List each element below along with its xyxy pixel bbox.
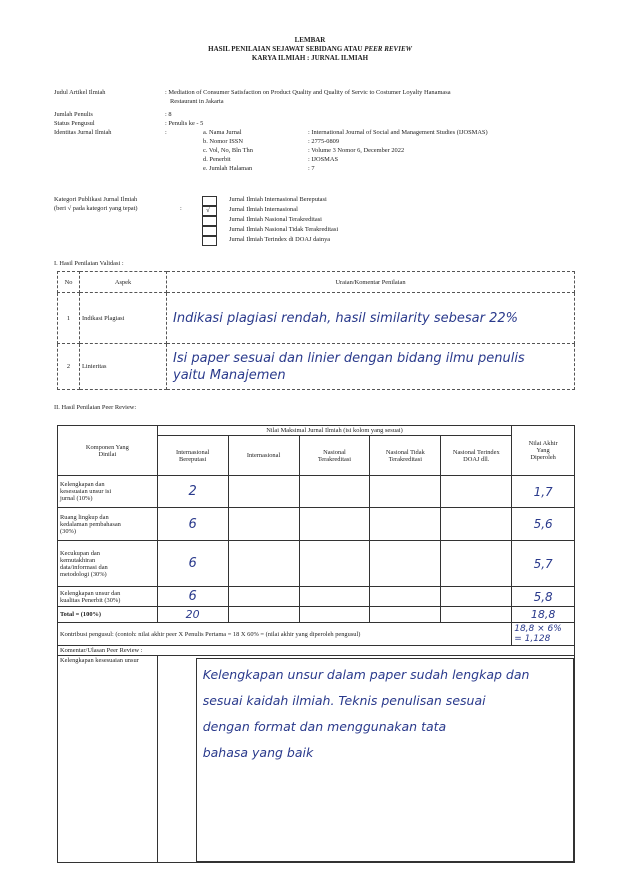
journal-value-nama: : International Journal of Social and Management Studies (IJOSMAS) xyxy=(308,129,488,136)
peer-head-akhir-1: Nilai Akhir xyxy=(528,440,558,447)
doc-title-karya: KARYA ILMIAH : JURNAL ILMIAH xyxy=(251,54,369,62)
peer-head-akhir xyxy=(512,426,575,476)
peer-cell-empty xyxy=(299,541,370,587)
peer-cell-empty xyxy=(228,587,299,607)
peer-komentar-row-label-text: Kelengkapan kesesuaian unsur xyxy=(60,657,139,664)
journal-value-vol: : Volume 3 Nomor 6, December 2022 xyxy=(308,147,405,154)
peer-cell-empty xyxy=(299,607,370,623)
peer-akhir-4 xyxy=(512,587,575,607)
peer-subhead-5-a: Nasional Terindex xyxy=(452,448,500,456)
peer-akhir-3 xyxy=(512,541,575,587)
peer-review-table xyxy=(57,425,575,863)
peer-komponen-2-c: (30%) xyxy=(60,527,76,535)
peer-total-akhir xyxy=(512,607,575,623)
kategori-option-4: Jurnal Ilmiah Nasional Tidak Terakreditasi xyxy=(229,226,339,233)
doc-title-peer-review: PEER REVIEW xyxy=(364,45,412,53)
peer-komentar-label xyxy=(58,646,575,656)
peer-komponen-1-b: kesesuaian unsur isi xyxy=(60,488,112,495)
peer-komponen-2 xyxy=(58,508,158,541)
peer-max-3 xyxy=(157,541,228,587)
peer-subhead-3-a: Nasional xyxy=(323,448,346,456)
peer-subhead-3 xyxy=(299,436,370,476)
validasi-table xyxy=(57,271,575,390)
peer-akhir-1 xyxy=(512,476,575,508)
peer-subhead-4-b: Terakreditasi xyxy=(388,455,422,463)
peer-subhead-2-a: Internasional xyxy=(246,452,281,459)
journal-label-vol: c. Vol, No, Bln Thn xyxy=(203,147,253,154)
peer-akhir-1-value: 1,7 xyxy=(533,484,553,499)
peer-cell-empty xyxy=(299,508,370,541)
kategori-hint: (beri √ pada kategori yang tepat) xyxy=(54,205,138,212)
section-validasi-title: I. Hasil Penilaian Validasi : xyxy=(54,260,124,267)
peer-cell-empty xyxy=(370,541,441,587)
peer-subhead-1-a: Internasional xyxy=(175,448,210,456)
validasi-head-aspek: Aspek xyxy=(80,272,167,293)
peer-akhir-3-value: 5,7 xyxy=(533,556,553,571)
journal-label-issn: b. Nomor ISSN xyxy=(203,138,243,145)
doc-title-lembar: LEMBAR xyxy=(294,36,326,44)
peer-head-komponen-2: Dinilai xyxy=(98,450,117,458)
peer-kontribusi: Kontribusi pengusul: (contoh: nilai akhir peer X Penulis Pertama = 18 X 60% = (nilai akhir yang diperoleh pengusul) xyxy=(58,623,512,646)
peer-komponen-1-c: jurnal (10%) xyxy=(60,495,93,502)
jumlah-penulis-label: Jumlah Penulis xyxy=(54,111,93,118)
peer-komponen-1 xyxy=(58,476,158,508)
peer-subhead-2 xyxy=(228,436,299,476)
kategori-option-1: Jurnal Ilmiah Internasional Bereputasi xyxy=(229,196,327,203)
peer-total-max xyxy=(157,607,228,623)
kategori-colon: : xyxy=(180,205,182,212)
peer-komponen-4-b: kualitas Penerbit (30%) xyxy=(60,596,121,604)
doc-title-hasil-text: HASIL PENILAIAN SEJAWAT SEBIDANG ATAU xyxy=(208,45,365,53)
peer-subhead-1 xyxy=(157,436,228,476)
validasi-komentar-1 xyxy=(167,293,575,344)
peer-komentar-line-1: Kelengkapan unsur dalam paper sudah lengkap dan xyxy=(202,667,530,682)
validasi-no-2: 2 xyxy=(58,344,80,390)
peer-head-komponen-1: Komponen Yang xyxy=(85,443,129,451)
peer-subhead-1-b: Bereputasi xyxy=(178,455,207,463)
peer-cell-empty xyxy=(370,476,441,508)
peer-komponen-3-a: Kecukupan dan xyxy=(60,549,100,557)
peer-cell-empty xyxy=(441,607,512,623)
journal-value-penerbit: : IJOSMAS xyxy=(308,156,339,163)
table-row xyxy=(58,476,575,508)
peer-cell-empty xyxy=(228,508,299,541)
validasi-aspek-2: Linieritas xyxy=(80,344,167,390)
peer-kontribusi-cell xyxy=(512,623,575,646)
peer-komponen-3 xyxy=(58,541,158,587)
status-pengusul-value: : Penulis ke - 5 xyxy=(165,120,204,127)
table-row xyxy=(58,541,575,587)
judul-value-2: Restaurant in Jakarta xyxy=(170,98,224,105)
peer-cell-empty xyxy=(370,607,441,623)
peer-subhead-5 xyxy=(441,436,512,476)
journal-label-halaman: e. Jumlah Halaman xyxy=(203,165,253,172)
doc-title-hasil xyxy=(0,45,620,53)
peer-komponen-2-b: kedalaman pembahasan xyxy=(60,520,121,528)
kategori-checkbox-2[interactable] xyxy=(202,206,217,216)
table-row xyxy=(58,344,575,390)
kategori-checkbox-4[interactable] xyxy=(202,226,217,236)
peer-max-4 xyxy=(157,587,228,607)
peer-max-1 xyxy=(157,476,228,508)
peer-komentar-box xyxy=(196,658,574,862)
peer-komponen-2-a: Ruang lingkup dan xyxy=(60,513,109,521)
validasi-no-1: 1 xyxy=(58,293,80,344)
table-row xyxy=(58,508,575,541)
validasi-head-no: No xyxy=(58,272,80,293)
peer-cell-empty xyxy=(299,476,370,508)
peer-cell-empty xyxy=(228,541,299,587)
journal-value-halaman: : 7 xyxy=(308,165,315,172)
kategori-option-3: Jurnal Ilmiah Nasional Terakreditasi xyxy=(229,216,322,223)
status-pengusul-label: Status Pengusul xyxy=(54,120,95,127)
table-row xyxy=(58,607,575,623)
validasi-aspek-1: Indikasi Plagiasi xyxy=(80,293,167,344)
kategori-checkbox-1[interactable] xyxy=(202,196,217,206)
peer-komponen-3-b: kemutakhiran xyxy=(60,556,96,564)
peer-cell-empty xyxy=(370,508,441,541)
peer-subhead-5-b: DOAJ dll. xyxy=(463,455,490,463)
journal-label-nama: a. Nama Jurnal xyxy=(203,129,242,136)
peer-subhead-3-b: Terakreditasi xyxy=(317,455,352,463)
peer-akhir-2 xyxy=(512,508,575,541)
peer-cell-empty xyxy=(441,587,512,607)
peer-akhir-4-value: 5,8 xyxy=(533,589,553,604)
peer-total-max-value: 20 xyxy=(185,608,200,621)
kategori-checkbox-5[interactable] xyxy=(202,236,217,246)
peer-head-nilai-max: Nilai Maksimal Jurnal Ilmiah (isi kolom yang sesuai) xyxy=(157,426,512,436)
validasi-komentar-2-line2: yaitu Manajemen xyxy=(173,367,286,383)
peer-head-akhir-3: Diperoleh xyxy=(530,454,556,461)
peer-kontribusi-value: 18,8 × 6% = 1,128 xyxy=(514,624,562,644)
peer-max-1-value: 2 xyxy=(188,484,197,499)
peer-head-akhir-2: Yang xyxy=(536,447,550,454)
kategori-option-2: Jurnal Ilmiah Internasional xyxy=(229,206,298,213)
peer-cell-empty xyxy=(441,508,512,541)
peer-subhead-4-a: Nasional Tidak xyxy=(385,448,425,456)
validasi-komentar-2-line1: Isi paper sesuai dan linier dengan bidang ilmu penulis xyxy=(173,350,525,366)
journal-label-penerbit: d. Penerbit xyxy=(203,156,231,163)
table-row xyxy=(58,587,575,607)
peer-max-2-value: 6 xyxy=(188,516,197,532)
kategori-label: Kategori Publikasi Jurnal Ilmiah xyxy=(54,196,138,203)
peer-komentar-line-2: sesuai kaidah ilmiah. Teknis penulisan sesuai xyxy=(202,693,486,708)
journal-value-issn: : 2775-0809 xyxy=(308,138,340,145)
identitas-colon: : xyxy=(165,129,167,136)
peer-komentar-line-4: bahasa yang baik xyxy=(202,745,314,760)
peer-head-komponen xyxy=(58,426,158,476)
peer-cell-empty xyxy=(299,587,370,607)
identitas-label: Identitas Jurnal Ilmiah xyxy=(54,129,112,136)
peer-komentar-line-3: dengan format dan menggunakan tata xyxy=(202,719,447,734)
judul-value-1: : Mediation of Consumer Satisfaction on Product Quality and Quality of Servic to Costumer Loyalty Hanamasa xyxy=(165,89,451,96)
validasi-komentar-1-text: Indikasi plagiasi rendah, hasil similarity sebesar 22% xyxy=(173,310,519,326)
peer-cell-empty xyxy=(370,587,441,607)
peer-total-akhir-value: 18,8 xyxy=(530,608,556,621)
validasi-head-uraian: Uraian/Komentar Penilaian xyxy=(167,272,575,293)
check-mark-icon: √ xyxy=(206,206,210,214)
peer-max-2 xyxy=(157,508,228,541)
peer-max-4-value: 6 xyxy=(188,589,197,604)
peer-cell-empty xyxy=(228,607,299,623)
peer-komentar-cell xyxy=(157,656,574,863)
judul-label: Judul Artikel Ilmiah xyxy=(54,89,106,96)
peer-akhir-2-value: 5,6 xyxy=(533,517,553,531)
peer-komponen-4-a: Kelengkapan unsur dan xyxy=(60,589,121,597)
peer-komponen-3-c: data/informasi dan xyxy=(60,563,108,571)
section-peer-title: II. Hasil Penilaian Peer Review: xyxy=(54,404,137,411)
peer-cell-empty xyxy=(228,476,299,508)
peer-komponen-3-d: metodologi (30%) xyxy=(60,570,107,578)
peer-komponen-1-a: Kelengkapan dan xyxy=(60,481,105,488)
peer-cell-empty xyxy=(441,541,512,587)
peer-komponen-4 xyxy=(58,587,158,607)
kategori-checkbox-3[interactable] xyxy=(202,216,217,226)
peer-cell-empty xyxy=(441,476,512,508)
jumlah-penulis-value: : 8 xyxy=(165,111,172,118)
table-row xyxy=(58,293,575,344)
validasi-komentar-2 xyxy=(167,344,575,390)
peer-komentar-label-text: Komentar/Ulasan Peer Review : xyxy=(60,647,143,654)
peer-max-3-value: 6 xyxy=(188,556,197,571)
kategori-option-5: Jurnal Ilmiah Terindex di DOAJ dainya xyxy=(229,236,331,243)
peer-komentar-row-label xyxy=(58,656,158,863)
peer-subhead-4 xyxy=(370,436,441,476)
peer-total-label: Total = (100%) xyxy=(58,607,158,623)
